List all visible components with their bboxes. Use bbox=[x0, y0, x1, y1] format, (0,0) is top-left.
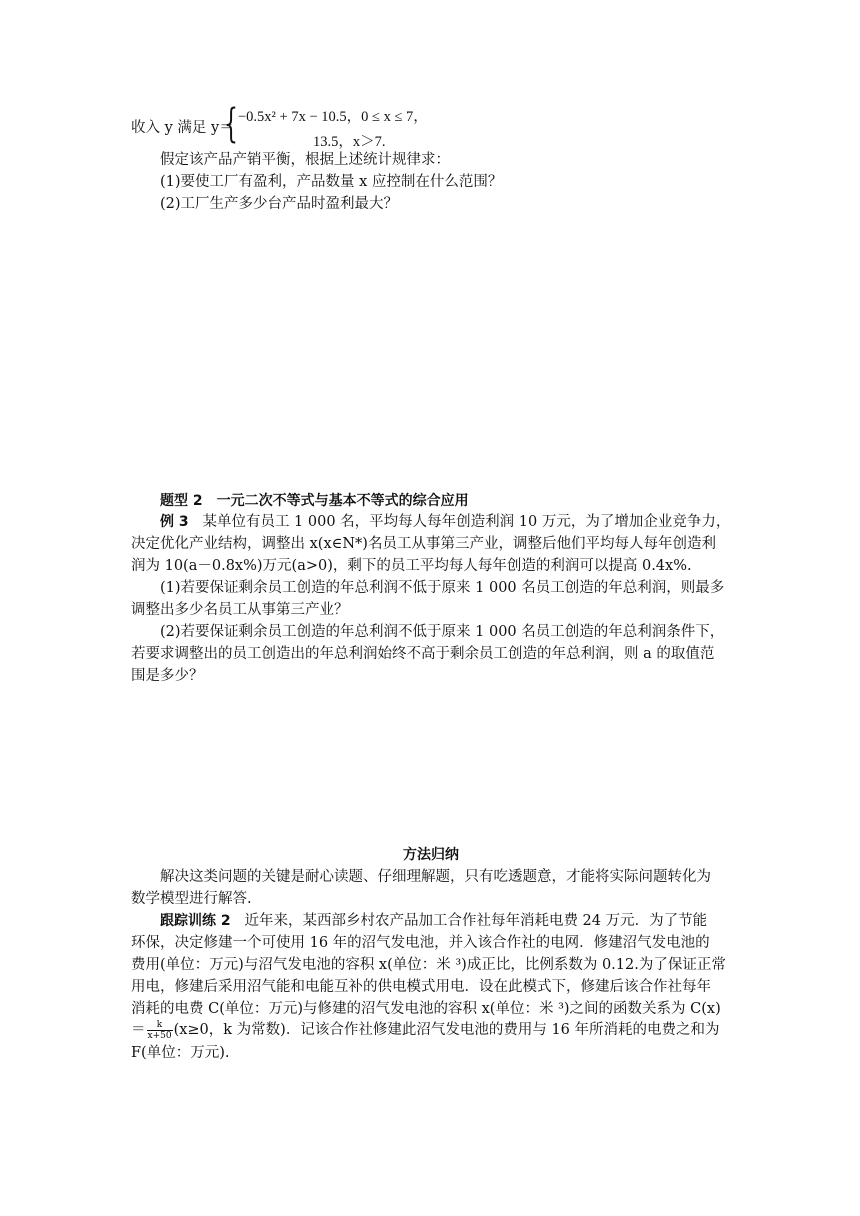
example-3-line-2: 决定优化产业结构，调整出 x(x∈N*)名员工从事第三产业，调整后他们平均每人每年创造利 bbox=[131, 536, 716, 552]
example-3-first-line bbox=[160, 511, 730, 533]
fraction-k-over-x-plus-50 bbox=[147, 1020, 173, 1041]
training-line-3: 费用(单位：万元)与沼气发电池的容积 x(单位：米 ³)成正比，比例系数为 0.12.为了保证正常 bbox=[131, 957, 726, 973]
piece-case-2: 13.5，x＞7. bbox=[313, 134, 386, 150]
piecewise-function bbox=[131, 103, 531, 153]
training-line-5: 消耗的电费 C(单位：万元)与修建的沼气发电池的容积 x(单位：米 ³)之间的函数关系为 C(x) bbox=[131, 1001, 721, 1017]
revenue-lead: 收入 y 满足 y＝ bbox=[131, 120, 234, 136]
training-line-6-text: (x≥0，k 为常数)．记该合作社修建此沼气发电池的费用与 16 年所消耗的电费之和为 bbox=[173, 1022, 720, 1038]
fraction-denominator: x+50 bbox=[147, 1030, 172, 1041]
method-line-2: 数学模型进行解答. bbox=[131, 891, 252, 907]
example-3-q1-line-1: (1)若要保证剩余员工创造的年总利润不低于原来 1 000 名员工创造的年总利润，则最多 bbox=[160, 580, 725, 596]
question-2: (2)工厂生产多少台产品时盈利最大？ bbox=[160, 196, 399, 212]
equals-sign: ＝ bbox=[131, 1022, 146, 1038]
example-3-line-3: 润为 10(a－0.8x%)万元(a>0)，剩下的员工平均每人每年创造的利润可以提高 0.4x%. bbox=[131, 558, 692, 574]
training-label: 跟踪训练 2 bbox=[160, 913, 231, 929]
training-line-4: 用电，修建后采用沼气能和电能互补的供电模式用电．设在此模式下，修建后该合作社每年 bbox=[131, 979, 711, 995]
training-first-line bbox=[160, 910, 730, 932]
piece-case-1: −0.5x² + 7x − 10.5，0 ≤ x ≤ 7， bbox=[238, 109, 428, 125]
training-line-7: F(单位：万元). bbox=[131, 1045, 230, 1061]
section-heading: 题型 2 一元二次不等式与基本不等式的综合应用 bbox=[160, 493, 469, 509]
example-3-q2-line-2: 若要求调整出的员工创造出的年总利润始终不高于剩余员工创造的年总利润，则 a 的取值范 bbox=[131, 646, 715, 662]
training-line-2: 环保，决定修建一个可使用 16 年的沼气发电池，并入该合作社的电网．修建沼气发电池的 bbox=[131, 935, 710, 951]
method-line-1: 解决这类问题的关键是耐心读题、仔细理解题，只有吃透题意，才能将实际问题转化为 bbox=[160, 869, 711, 885]
example-3-q2-line-1: (2)若要保证剩余员工创造的年总利润不低于原来 1 000 名员工创造的年总利润条件下， bbox=[160, 624, 725, 640]
training-line-1: 近年来，某西部乡村农产品加工合作社每年消耗电费 24 万元．为了节能 bbox=[244, 913, 708, 929]
training-line-6 bbox=[131, 1016, 731, 1044]
question-1: (1)要使工厂有盈利，产品数量 x 应控制在什么范围？ bbox=[160, 174, 503, 190]
assumption-text: 假定该产品产销平衡，根据上述统计规律求： bbox=[160, 152, 450, 168]
fraction-numerator: k bbox=[147, 1020, 173, 1031]
example-label: 例 3 bbox=[160, 514, 189, 530]
left-brace: { bbox=[224, 101, 238, 147]
example-3-q2-line-3: 围是多少？ bbox=[131, 668, 204, 684]
method-title: 方法归纳 bbox=[403, 847, 459, 863]
example-3-q1-line-2: 调整出多少名员工从事第三产业？ bbox=[131, 602, 349, 618]
example-3-line-1: 某单位有员工 1 000 名，平均每人每年创造利润 10 万元，为了增加企业竞争力， bbox=[202, 514, 731, 530]
